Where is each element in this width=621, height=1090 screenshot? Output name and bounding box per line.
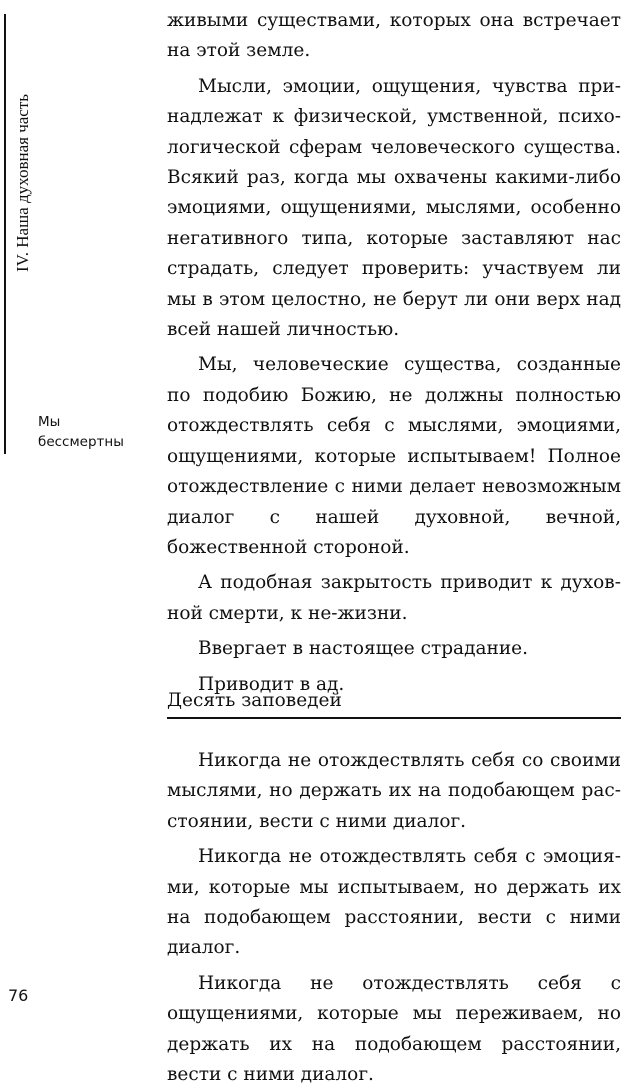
paragraph: Мысли, эмоции, ощущения, чувства принадлежат к физической, умственной, психологической сферам человеческого существа. Всякий раз, когда мы охвачены какими-либо эмоциями, ощущениями, мыслями, особенно негативного типа, которые заставляют нас страдать, следует проверить: участвуем ли мы в этом целостно, не берут ли они верх над всей нашей личностью.	[167, 75, 621, 341]
paragraph: живыми существами, которых она встречает на этой земле.	[167, 10, 621, 62]
commandment-paragraph: Никогда не отождествлять себя со своими мыслями, но держать их на подобающем расстоянии, вести с ними диалог.	[167, 750, 621, 832]
paragraph: Приводит в ад.	[198, 673, 345, 695]
paragraph: Ввергает в настоящее страдание.	[198, 638, 529, 660]
commandment-paragraph: Никогда не отождествлять себя с эмоциями, которые мы испытываем, но держать их на подобающем расстоянии, вести с ними диалог.	[167, 846, 621, 959]
paragraph: А подобная закрытость приводит к духовной смерти, к не-жизни.	[167, 572, 621, 624]
section-heading	[167, 688, 621, 719]
paragraph: Мы, человеческие существа, созданные по подобию Божию, не должны полностью отождествлять себя с мыслями, эмоциями, ощущениями, которые испытываем! Полное отождествление с ними делает невозможным диалог с нашей духовной, вечной, божественной стороной.	[167, 354, 621, 558]
commandments-text	[167, 746, 621, 1090]
section-title: Десять заповедей	[167, 690, 342, 711]
margin-note-line-1: Мы	[38, 414, 61, 430]
section-underline	[167, 717, 621, 719]
margin-rule	[4, 14, 6, 454]
margin-note	[38, 412, 124, 452]
page-number: 76	[8, 986, 29, 1005]
margin-note-line-2: бессмертны	[38, 434, 124, 450]
body-text	[167, 6, 621, 700]
commandment-paragraph: Никогда не отождествлять себя с ощущениями, которые мы переживаем, но держать их на подобающем расстоянии, вести с ними диалог.	[167, 972, 621, 1086]
running-chapter-title: IV. Наша духовная часть	[13, 93, 32, 272]
